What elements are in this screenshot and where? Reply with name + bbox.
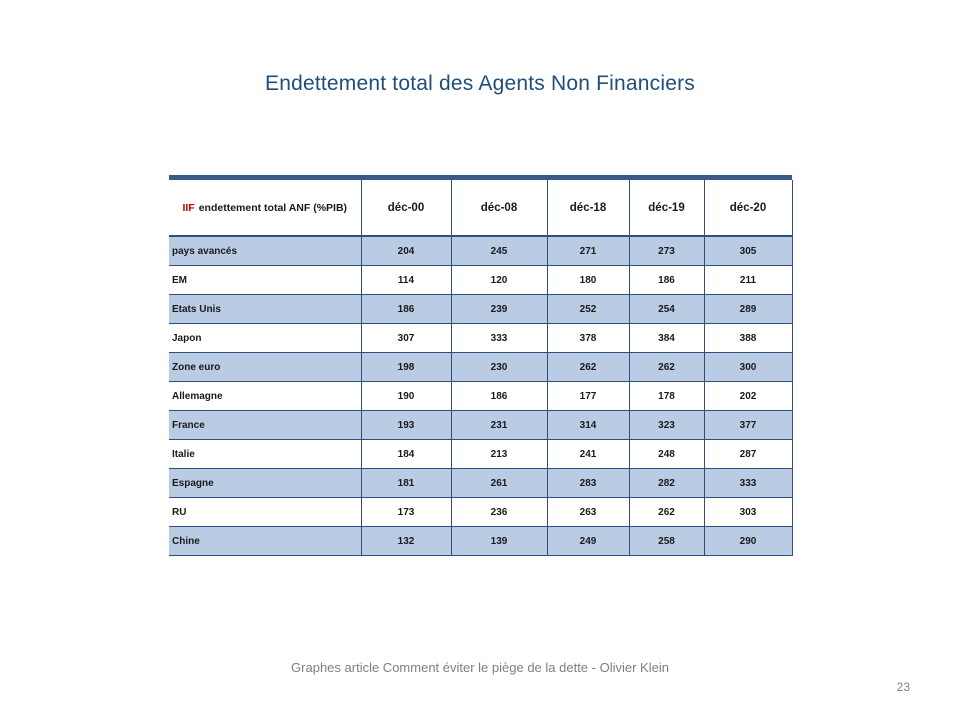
table-cell: 300	[704, 353, 792, 382]
row-label: Italie	[169, 440, 361, 469]
table-row	[169, 236, 792, 266]
row-label: EM	[169, 266, 361, 295]
page-number: 23	[896, 680, 910, 694]
table-cell: 305	[704, 236, 792, 266]
table-row	[169, 527, 792, 556]
row-label: Chine	[169, 527, 361, 556]
table-row	[169, 324, 792, 353]
slide-title: Endettement total des Agents Non Financiers	[264, 72, 695, 95]
table-cell: 263	[547, 498, 629, 527]
table-cell: 378	[547, 324, 629, 353]
table-cell: 303	[704, 498, 792, 527]
table-row	[169, 469, 792, 498]
column-header: déc-19	[629, 180, 704, 236]
table-cell: 290	[704, 527, 792, 556]
table-cell: 114	[361, 266, 451, 295]
table-header-row	[169, 180, 792, 236]
table-cell: 262	[629, 353, 704, 382]
table-cell: 236	[451, 498, 547, 527]
table-cell: 231	[451, 411, 547, 440]
table-cell: 139	[451, 527, 547, 556]
slide-footer: Graphes article Comment éviter le piège de la dette - Olivier Klein	[291, 660, 669, 675]
debt-table	[169, 180, 793, 556]
table-cell: 262	[629, 498, 704, 527]
table-cell: 120	[451, 266, 547, 295]
table-cell: 204	[361, 236, 451, 266]
table-cell: 384	[629, 324, 704, 353]
row-label: France	[169, 411, 361, 440]
table-cell: 202	[704, 382, 792, 411]
table-cell: 213	[451, 440, 547, 469]
table-row	[169, 266, 792, 295]
table-cell: 314	[547, 411, 629, 440]
table-cell: 377	[704, 411, 792, 440]
table-cell: 239	[451, 295, 547, 324]
table-cell: 180	[547, 266, 629, 295]
table-cell: 273	[629, 236, 704, 266]
table-cell: 333	[704, 469, 792, 498]
table-cell: 230	[451, 353, 547, 382]
table-cell: 132	[361, 527, 451, 556]
row-label: Japon	[169, 324, 361, 353]
header-label: endettement total ANF (%PIB)	[198, 201, 348, 214]
header-label-cell	[169, 180, 361, 236]
table-cell: 248	[629, 440, 704, 469]
table-cell: 198	[361, 353, 451, 382]
source-label: IIF	[182, 201, 195, 214]
row-label: Etats Unis	[169, 295, 361, 324]
table-cell: 181	[361, 469, 451, 498]
table-cell: 261	[451, 469, 547, 498]
row-label: RU	[169, 498, 361, 527]
debt-table-container	[169, 175, 792, 556]
table-row	[169, 440, 792, 469]
table-cell: 241	[547, 440, 629, 469]
table-cell: 323	[629, 411, 704, 440]
table-row	[169, 498, 792, 527]
table-row	[169, 295, 792, 324]
table-cell: 186	[629, 266, 704, 295]
table-row	[169, 411, 792, 440]
table-cell: 186	[451, 382, 547, 411]
table-cell: 254	[629, 295, 704, 324]
table-cell: 287	[704, 440, 792, 469]
table-cell: 249	[547, 527, 629, 556]
table-cell: 258	[629, 527, 704, 556]
table-cell: 173	[361, 498, 451, 527]
column-header: déc-18	[547, 180, 629, 236]
column-header: déc-20	[704, 180, 792, 236]
column-header: déc-08	[451, 180, 547, 236]
row-label: Zone euro	[169, 353, 361, 382]
table-cell: 282	[629, 469, 704, 498]
table-row	[169, 382, 792, 411]
table-cell: 388	[704, 324, 792, 353]
table-cell: 177	[547, 382, 629, 411]
column-header: déc-00	[361, 180, 451, 236]
row-label: Allemagne	[169, 382, 361, 411]
table-cell: 186	[361, 295, 451, 324]
row-label: pays avancés	[169, 236, 361, 266]
table-cell: 193	[361, 411, 451, 440]
table-row	[169, 353, 792, 382]
table-cell: 178	[629, 382, 704, 411]
table-cell: 271	[547, 236, 629, 266]
table-cell: 211	[704, 266, 792, 295]
table-cell: 190	[361, 382, 451, 411]
table-cell: 283	[547, 469, 629, 498]
row-label: Espagne	[169, 469, 361, 498]
table-cell: 262	[547, 353, 629, 382]
table-cell: 289	[704, 295, 792, 324]
table-cell: 184	[361, 440, 451, 469]
table-cell: 245	[451, 236, 547, 266]
table-cell: 333	[451, 324, 547, 353]
table-cell: 307	[361, 324, 451, 353]
table-cell: 252	[547, 295, 629, 324]
